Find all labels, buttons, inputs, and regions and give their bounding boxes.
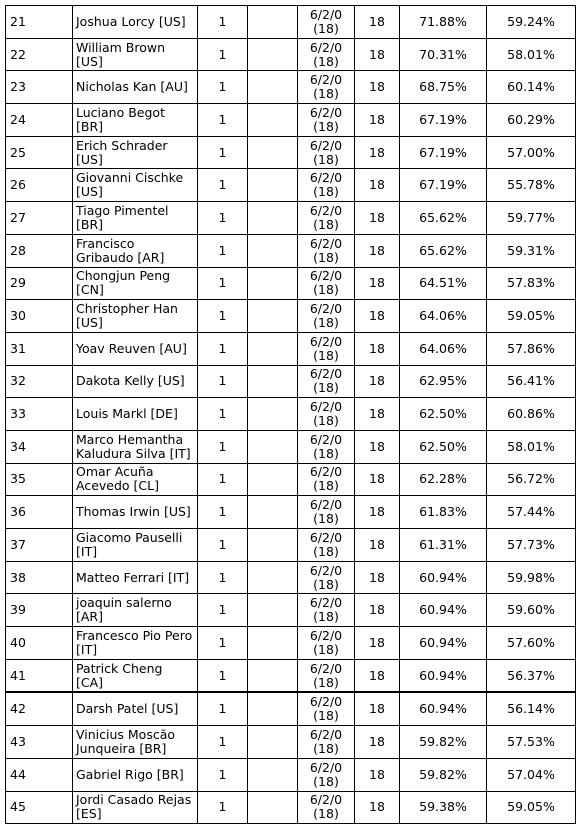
record-cell xyxy=(298,692,355,725)
points-cell: 18 xyxy=(355,561,400,594)
record-value: 6/2/0 xyxy=(309,792,343,808)
table-row xyxy=(6,267,576,300)
record-value: 6/2/0 xyxy=(309,726,343,742)
rank-cell: 37 xyxy=(6,529,73,562)
player-name-cell: Marco Hemantha Kaludura Silva [IT] xyxy=(73,430,198,463)
record-cell xyxy=(298,758,355,791)
extra-cell xyxy=(248,726,298,759)
rounds-cell: 1 xyxy=(198,529,248,562)
player-name-cell: Dakota Kelly [US] xyxy=(73,365,198,398)
gw-percent-cell: 55.78% xyxy=(487,169,576,202)
player-name-cell: Omar Acuña Acevedo [CL] xyxy=(73,463,198,496)
record-value: 6/2/0 xyxy=(309,759,343,775)
rounds-cell: 1 xyxy=(198,659,248,692)
gw-percent-cell: 60.29% xyxy=(487,104,576,137)
record-value: 6/2/0 xyxy=(309,627,343,643)
player-name-cell: Jordi Casado Rejas [ES] xyxy=(73,791,198,824)
record-value: 6/2/0 xyxy=(309,497,343,513)
gw-percent-cell: 57.86% xyxy=(487,332,576,365)
table-row xyxy=(6,398,576,431)
omw-percent-cell: 67.19% xyxy=(400,169,487,202)
table-row xyxy=(6,726,576,759)
extra-cell xyxy=(248,234,298,267)
rank-cell: 36 xyxy=(6,496,73,529)
record-points: (18) xyxy=(313,20,339,36)
player-name-cell: Patrick Cheng [CA] xyxy=(73,659,198,692)
rank-cell: 39 xyxy=(6,594,73,627)
gw-percent-cell: 59.77% xyxy=(487,202,576,235)
record-points: (18) xyxy=(313,184,339,200)
gw-percent-cell: 57.60% xyxy=(487,627,576,660)
table-row xyxy=(6,365,576,398)
extra-cell xyxy=(248,791,298,824)
points-cell: 18 xyxy=(355,496,400,529)
record-cell xyxy=(298,332,355,365)
player-name-cell: Joshua Lorcy [US] xyxy=(73,6,198,39)
omw-percent-cell: 64.06% xyxy=(400,332,487,365)
rank-cell: 33 xyxy=(6,398,73,431)
points-cell: 18 xyxy=(355,267,400,300)
points-cell: 18 xyxy=(355,791,400,824)
omw-percent-cell: 61.31% xyxy=(400,529,487,562)
table-row xyxy=(6,791,576,824)
points-cell: 18 xyxy=(355,332,400,365)
table-row xyxy=(6,136,576,169)
record-cell xyxy=(298,202,355,235)
points-cell: 18 xyxy=(355,6,400,39)
gw-percent-cell: 57.44% xyxy=(487,496,576,529)
record-cell xyxy=(298,659,355,692)
extra-cell xyxy=(248,594,298,627)
gw-percent-cell: 56.41% xyxy=(487,365,576,398)
rank-cell: 30 xyxy=(6,300,73,333)
rounds-cell: 1 xyxy=(198,398,248,431)
record-points: (18) xyxy=(313,347,339,363)
omw-percent-cell: 59.38% xyxy=(400,791,487,824)
rounds-cell: 1 xyxy=(198,496,248,529)
rank-cell: 43 xyxy=(6,726,73,759)
extra-cell xyxy=(248,758,298,791)
record-value: 6/2/0 xyxy=(309,595,343,611)
table-row xyxy=(6,529,576,562)
table-row xyxy=(6,104,576,137)
record-cell xyxy=(298,6,355,39)
extra-cell xyxy=(248,529,298,562)
rank-cell: 40 xyxy=(6,627,73,660)
record-points: (18) xyxy=(313,315,339,331)
gw-percent-cell: 57.00% xyxy=(487,136,576,169)
gw-percent-cell: 56.37% xyxy=(487,659,576,692)
gw-percent-cell: 57.04% xyxy=(487,758,576,791)
omw-percent-cell: 60.94% xyxy=(400,627,487,660)
omw-percent-cell: 64.51% xyxy=(400,267,487,300)
points-cell: 18 xyxy=(355,71,400,104)
gw-percent-cell: 59.05% xyxy=(487,300,576,333)
table-row xyxy=(6,202,576,235)
omw-percent-cell: 65.62% xyxy=(400,234,487,267)
player-name-cell: Francesco Pio Pero [IT] xyxy=(73,627,198,660)
extra-cell xyxy=(248,71,298,104)
record-cell xyxy=(298,169,355,202)
player-name-cell: Giacomo Pauselli [IT] xyxy=(73,529,198,562)
rounds-cell: 1 xyxy=(198,300,248,333)
record-points: (18) xyxy=(313,282,339,298)
rounds-cell: 1 xyxy=(198,104,248,137)
record-value: 6/2/0 xyxy=(309,235,343,251)
player-name-cell: Thomas Irwin [US] xyxy=(73,496,198,529)
gw-percent-cell: 57.73% xyxy=(487,529,576,562)
points-cell: 18 xyxy=(355,627,400,660)
rank-cell: 26 xyxy=(6,169,73,202)
record-cell xyxy=(298,234,355,267)
rounds-cell: 1 xyxy=(198,71,248,104)
table-row xyxy=(6,71,576,104)
rounds-cell: 1 xyxy=(198,561,248,594)
record-value: 6/2/0 xyxy=(309,72,343,88)
rank-cell: 38 xyxy=(6,561,73,594)
omw-percent-cell: 71.88% xyxy=(400,6,487,39)
extra-cell xyxy=(248,202,298,235)
points-cell: 18 xyxy=(355,726,400,759)
rounds-cell: 1 xyxy=(198,692,248,725)
record-value: 6/2/0 xyxy=(309,137,343,153)
table-row xyxy=(6,234,576,267)
extra-cell xyxy=(248,463,298,496)
rounds-cell: 1 xyxy=(198,234,248,267)
omw-percent-cell: 67.19% xyxy=(400,104,487,137)
omw-percent-cell: 70.31% xyxy=(400,38,487,71)
player-name-cell: Christopher Han [US] xyxy=(73,300,198,333)
rank-cell: 29 xyxy=(6,267,73,300)
gw-percent-cell: 58.01% xyxy=(487,430,576,463)
extra-cell xyxy=(248,169,298,202)
table-row xyxy=(6,627,576,660)
table-row xyxy=(6,594,576,627)
record-points: (18) xyxy=(313,543,339,559)
record-value: 6/2/0 xyxy=(309,366,343,382)
omw-percent-cell: 59.82% xyxy=(400,726,487,759)
rank-cell: 28 xyxy=(6,234,73,267)
points-cell: 18 xyxy=(355,234,400,267)
record-cell xyxy=(298,136,355,169)
rounds-cell: 1 xyxy=(198,430,248,463)
omw-percent-cell: 60.94% xyxy=(400,561,487,594)
record-value: 6/2/0 xyxy=(309,268,343,284)
table-row xyxy=(6,463,576,496)
extra-cell xyxy=(248,365,298,398)
record-cell xyxy=(298,529,355,562)
table-row xyxy=(6,758,576,791)
extra-cell xyxy=(248,561,298,594)
record-cell xyxy=(298,71,355,104)
record-cell xyxy=(298,463,355,496)
player-name-cell: Yoav Reuven [AU] xyxy=(73,332,198,365)
points-cell: 18 xyxy=(355,136,400,169)
record-value: 6/2/0 xyxy=(309,660,343,676)
table-row xyxy=(6,659,576,692)
points-cell: 18 xyxy=(355,300,400,333)
rounds-cell: 1 xyxy=(198,6,248,39)
gw-percent-cell: 59.05% xyxy=(487,791,576,824)
extra-cell xyxy=(248,627,298,660)
omw-percent-cell: 60.94% xyxy=(400,659,487,692)
player-name-cell: Erich Schrader [US] xyxy=(73,136,198,169)
player-name-cell: Darsh Patel [US] xyxy=(73,692,198,725)
omw-percent-cell: 60.94% xyxy=(400,594,487,627)
omw-percent-cell: 64.06% xyxy=(400,300,487,333)
table-row xyxy=(6,430,576,463)
record-points: (18) xyxy=(313,773,339,789)
table-row xyxy=(6,6,576,39)
rank-cell: 44 xyxy=(6,758,73,791)
player-name-cell: Matteo Ferrari [IT] xyxy=(73,561,198,594)
omw-percent-cell: 62.50% xyxy=(400,430,487,463)
extra-cell xyxy=(248,692,298,725)
record-points: (18) xyxy=(313,445,339,461)
rank-cell: 42 xyxy=(6,692,73,725)
record-points: (18) xyxy=(313,511,339,527)
record-cell xyxy=(298,300,355,333)
record-cell xyxy=(298,430,355,463)
record-value: 6/2/0 xyxy=(309,464,343,480)
record-value: 6/2/0 xyxy=(309,301,343,317)
gw-percent-cell: 58.01% xyxy=(487,38,576,71)
record-points: (18) xyxy=(313,806,339,822)
record-value: 6/2/0 xyxy=(309,529,343,545)
rank-cell: 25 xyxy=(6,136,73,169)
extra-cell xyxy=(248,104,298,137)
record-points: (18) xyxy=(313,674,339,690)
rank-cell: 32 xyxy=(6,365,73,398)
record-cell xyxy=(298,365,355,398)
rank-cell: 34 xyxy=(6,430,73,463)
record-value: 6/2/0 xyxy=(309,202,343,218)
extra-cell xyxy=(248,496,298,529)
points-cell: 18 xyxy=(355,463,400,496)
player-name-cell: Chongjun Peng [CN] xyxy=(73,267,198,300)
record-points: (18) xyxy=(313,609,339,625)
record-cell xyxy=(298,267,355,300)
player-name-cell: Luciano Begot [BR] xyxy=(73,104,198,137)
rank-cell: 23 xyxy=(6,71,73,104)
extra-cell xyxy=(248,659,298,692)
rounds-cell: 1 xyxy=(198,38,248,71)
player-name-cell: Francisco Gribaudo [AR] xyxy=(73,234,198,267)
record-value: 6/2/0 xyxy=(309,562,343,578)
rounds-cell: 1 xyxy=(198,332,248,365)
table-row xyxy=(6,496,576,529)
extra-cell xyxy=(248,267,298,300)
rank-cell: 21 xyxy=(6,6,73,39)
extra-cell xyxy=(248,398,298,431)
points-cell: 18 xyxy=(355,758,400,791)
rank-cell: 24 xyxy=(6,104,73,137)
standings-table xyxy=(5,5,576,824)
gw-percent-cell: 59.60% xyxy=(487,594,576,627)
record-value: 6/2/0 xyxy=(309,431,343,447)
record-value: 6/2/0 xyxy=(309,694,343,710)
points-cell: 18 xyxy=(355,659,400,692)
omw-percent-cell: 62.95% xyxy=(400,365,487,398)
record-cell xyxy=(298,398,355,431)
points-cell: 18 xyxy=(355,38,400,71)
gw-percent-cell: 57.53% xyxy=(487,726,576,759)
record-cell xyxy=(298,627,355,660)
gw-percent-cell: 59.98% xyxy=(487,561,576,594)
table-row xyxy=(6,332,576,365)
extra-cell xyxy=(248,38,298,71)
player-name-cell: Tiago Pimentel [BR] xyxy=(73,202,198,235)
extra-cell xyxy=(248,300,298,333)
record-value: 6/2/0 xyxy=(309,6,343,22)
points-cell: 18 xyxy=(355,692,400,725)
points-cell: 18 xyxy=(355,365,400,398)
rank-cell: 41 xyxy=(6,659,73,692)
rounds-cell: 1 xyxy=(198,627,248,660)
points-cell: 18 xyxy=(355,430,400,463)
rounds-cell: 1 xyxy=(198,463,248,496)
rounds-cell: 1 xyxy=(198,136,248,169)
record-points: (18) xyxy=(313,216,339,232)
omw-percent-cell: 68.75% xyxy=(400,71,487,104)
gw-percent-cell: 60.14% xyxy=(487,71,576,104)
gw-percent-cell: 59.31% xyxy=(487,234,576,267)
omw-percent-cell: 60.94% xyxy=(400,692,487,725)
extra-cell xyxy=(248,136,298,169)
record-points: (18) xyxy=(313,118,339,134)
record-points: (18) xyxy=(313,641,339,657)
player-name-cell: Nicholas Kan [AU] xyxy=(73,71,198,104)
rounds-cell: 1 xyxy=(198,594,248,627)
record-points: (18) xyxy=(313,53,339,69)
rank-cell: 22 xyxy=(6,38,73,71)
omw-percent-cell: 65.62% xyxy=(400,202,487,235)
record-value: 6/2/0 xyxy=(309,104,343,120)
rounds-cell: 1 xyxy=(198,202,248,235)
player-name-cell: Louis Markl [DE] xyxy=(73,398,198,431)
rounds-cell: 1 xyxy=(198,791,248,824)
points-cell: 18 xyxy=(355,104,400,137)
points-cell: 18 xyxy=(355,169,400,202)
player-name-cell: Giovanni Cischke [US] xyxy=(73,169,198,202)
player-name-cell: Vinicius Moscão Junqueira [BR] xyxy=(73,726,198,759)
player-name-cell: William Brown [US] xyxy=(73,38,198,71)
record-points: (18) xyxy=(313,249,339,265)
record-value: 6/2/0 xyxy=(309,170,343,186)
gw-percent-cell: 59.24% xyxy=(487,6,576,39)
table-row xyxy=(6,561,576,594)
record-value: 6/2/0 xyxy=(309,39,343,55)
record-value: 6/2/0 xyxy=(309,333,343,349)
record-points: (18) xyxy=(313,708,339,724)
record-cell xyxy=(298,791,355,824)
record-cell xyxy=(298,38,355,71)
rounds-cell: 1 xyxy=(198,365,248,398)
rank-cell: 27 xyxy=(6,202,73,235)
gw-percent-cell: 57.83% xyxy=(487,267,576,300)
record-points: (18) xyxy=(313,478,339,494)
record-cell xyxy=(298,496,355,529)
table-row xyxy=(6,300,576,333)
record-cell xyxy=(298,726,355,759)
record-points: (18) xyxy=(313,151,339,167)
record-points: (18) xyxy=(313,380,339,396)
gw-percent-cell: 60.86% xyxy=(487,398,576,431)
table-row xyxy=(6,692,576,725)
omw-percent-cell: 61.83% xyxy=(400,496,487,529)
points-cell: 18 xyxy=(355,529,400,562)
points-cell: 18 xyxy=(355,398,400,431)
record-cell xyxy=(298,561,355,594)
rounds-cell: 1 xyxy=(198,726,248,759)
record-cell xyxy=(298,104,355,137)
extra-cell xyxy=(248,430,298,463)
player-name-cell: Gabriel Rigo [BR] xyxy=(73,758,198,791)
omw-percent-cell: 59.82% xyxy=(400,758,487,791)
player-name-cell: joaquin salerno [AR] xyxy=(73,594,198,627)
rounds-cell: 1 xyxy=(198,267,248,300)
omw-percent-cell: 62.50% xyxy=(400,398,487,431)
gw-percent-cell: 56.72% xyxy=(487,463,576,496)
rank-cell: 31 xyxy=(6,332,73,365)
table-row xyxy=(6,169,576,202)
rounds-cell: 1 xyxy=(198,758,248,791)
record-points: (18) xyxy=(313,413,339,429)
omw-percent-cell: 67.19% xyxy=(400,136,487,169)
extra-cell xyxy=(248,332,298,365)
omw-percent-cell: 62.28% xyxy=(400,463,487,496)
points-cell: 18 xyxy=(355,202,400,235)
record-points: (18) xyxy=(313,86,339,102)
extra-cell xyxy=(248,6,298,39)
points-cell: 18 xyxy=(355,594,400,627)
record-points: (18) xyxy=(313,576,339,592)
record-cell xyxy=(298,594,355,627)
rank-cell: 45 xyxy=(6,791,73,824)
gw-percent-cell: 56.14% xyxy=(487,692,576,725)
rank-cell: 35 xyxy=(6,463,73,496)
table-row xyxy=(6,38,576,71)
record-points: (18) xyxy=(313,740,339,756)
record-value: 6/2/0 xyxy=(309,399,343,415)
rounds-cell: 1 xyxy=(198,169,248,202)
